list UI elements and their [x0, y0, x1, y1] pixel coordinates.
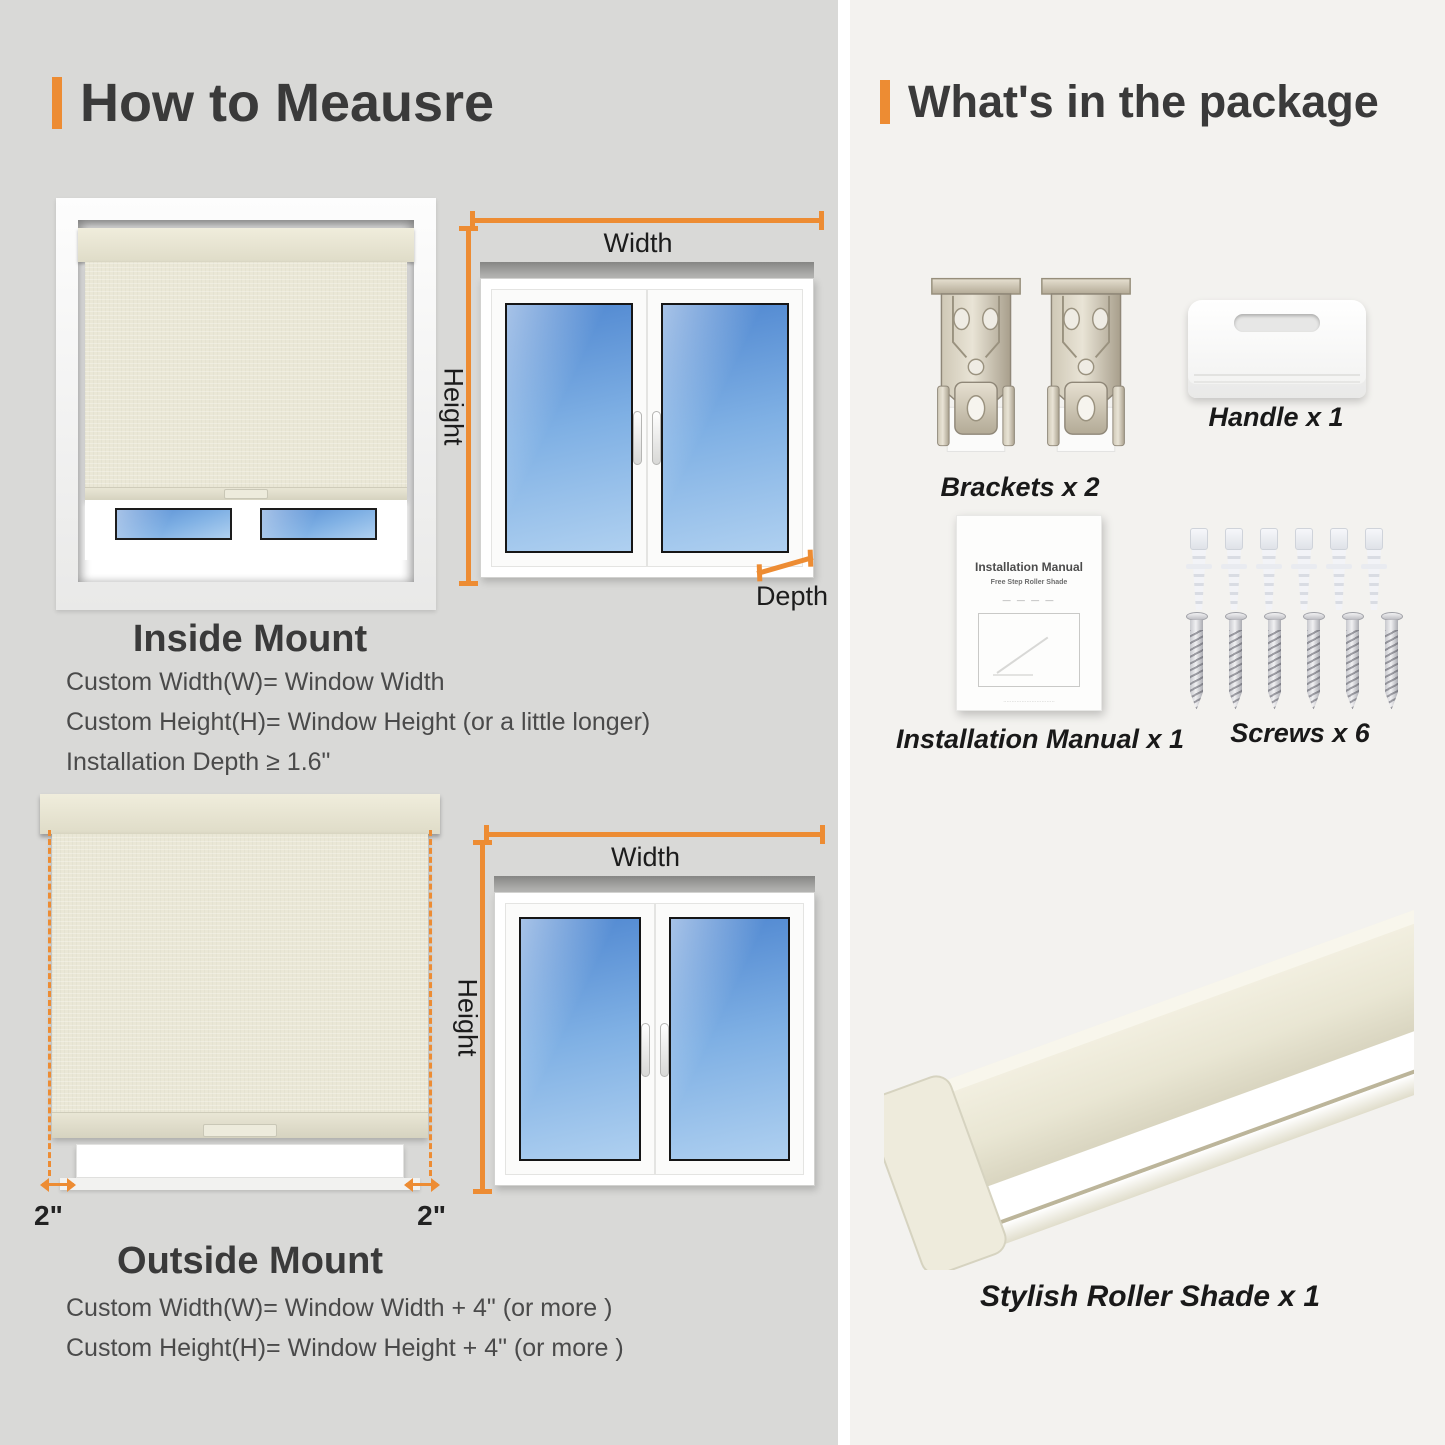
- door-handle: [660, 1023, 669, 1077]
- left-section-header: [52, 72, 494, 134]
- shade-pull-tab: [203, 1124, 277, 1137]
- width-measure-line: [484, 832, 825, 837]
- roller-shade-image: [884, 898, 1414, 1270]
- screw-icon: [1264, 612, 1286, 712]
- manual-cover-diagram: [978, 613, 1080, 687]
- wall-anchor-icon: [1258, 528, 1280, 610]
- screws-image: [1186, 612, 1403, 712]
- wall-anchor-icon: [1363, 528, 1385, 610]
- shade-bottom-rail: [85, 487, 407, 500]
- accent-bar: [52, 77, 62, 129]
- screw-icon: [1303, 612, 1325, 712]
- width-label: Width: [603, 228, 673, 258]
- door-handle: [633, 411, 642, 465]
- width-measure-line: [470, 218, 824, 223]
- screw-icon: [1381, 612, 1403, 712]
- recess-inner: [78, 220, 414, 582]
- outside-mount-measure-diagram: [452, 810, 833, 1228]
- window-sill: [76, 1144, 404, 1178]
- wall-anchor-icon: [1328, 528, 1350, 610]
- window-frame: [480, 278, 814, 578]
- inside-mount-instructions: [66, 662, 650, 782]
- instruction-line: Custom Width(W)= Window Width + 4" (or more ): [66, 1294, 613, 1322]
- glass-pane: [661, 303, 789, 553]
- window-door-left: [491, 289, 647, 567]
- overlap-dashed-line-right: [429, 830, 432, 1176]
- right-section-header: [880, 76, 1379, 128]
- manual-cover-title: Installation Manual: [974, 560, 1083, 574]
- glass-pane: [260, 508, 377, 540]
- outside-mount-shade-image: [28, 794, 452, 1236]
- glass-pane: [519, 917, 641, 1161]
- screw-icon: [1186, 612, 1208, 712]
- inside-mount-heading: Inside Mount: [132, 618, 368, 660]
- wall-anchor-icon: [1188, 528, 1210, 610]
- window-door-right: [655, 903, 805, 1175]
- screw-icon: [1342, 612, 1364, 712]
- inside-mount-shade-image: [56, 198, 436, 610]
- window-recess: [56, 198, 436, 610]
- manual-cover-subtitle: Free Step Roller Shade: [990, 579, 1068, 586]
- height-label: Height: [452, 978, 483, 1057]
- manual-cover-fineprint: ·······························: [1003, 699, 1055, 705]
- instruction-line: Custom Height(H)= Window Height (or a little longer): [66, 708, 651, 736]
- instruction-line: Custom Width(W)= Window Width: [66, 668, 445, 696]
- shade-fabric: [52, 834, 428, 1138]
- shade-cassette: [40, 794, 440, 834]
- window-door-left: [505, 903, 655, 1175]
- shade-bottom-rail: [52, 1112, 428, 1138]
- right-title: What's in the package: [908, 76, 1379, 127]
- manual-cover-dashes: — — — —: [1002, 596, 1056, 605]
- handle-label: Handle x 1: [1208, 402, 1344, 432]
- shade-pull-tab: [224, 489, 268, 499]
- accent-bar: [880, 80, 890, 124]
- bracket-icon: [928, 272, 1024, 460]
- overlap-dashed-line-left: [48, 830, 51, 1176]
- outside-mount-instructions: [66, 1288, 624, 1368]
- window-sill-edge: [60, 1178, 420, 1190]
- bracket-icon: [1038, 272, 1134, 460]
- screw-icon: [1225, 612, 1247, 712]
- wall-anchors-image: [1188, 528, 1385, 610]
- installation-manual-image: [956, 515, 1102, 711]
- left-title: How to Meausre: [80, 73, 495, 133]
- overlap-left-label: 2": [34, 1200, 63, 1231]
- instruction-line: Installation Depth ≥ 1.6": [66, 748, 331, 776]
- instruction-line: Custom Height(H)= Window Height + 4" (or more ): [66, 1334, 624, 1362]
- manual-label: Installation Manual x 1: [895, 724, 1185, 754]
- brackets-image: [928, 272, 1134, 460]
- width-label: Width: [610, 842, 681, 872]
- wall-anchor-icon: [1293, 528, 1315, 610]
- window-frame: [494, 892, 815, 1186]
- height-label: Height: [438, 367, 469, 446]
- window-panes: [85, 500, 407, 560]
- glass-pane: [505, 303, 633, 553]
- package-contents-panel: [850, 0, 1445, 1445]
- shade-cassette: [78, 228, 414, 262]
- outside-mount-heading: Outside Mount: [117, 1240, 383, 1282]
- glass-pane: [115, 508, 232, 540]
- window-door-right: [647, 289, 803, 567]
- roller-shade-label: Stylish Roller Shade x 1: [979, 1280, 1321, 1313]
- door-handle: [641, 1023, 650, 1077]
- glass-pane: [669, 917, 791, 1161]
- overlap-arrow-left: [42, 1183, 74, 1186]
- door-handle: [652, 411, 661, 465]
- overlap-right-label: 2": [417, 1200, 446, 1231]
- inside-mount-measure-diagram: [438, 196, 832, 620]
- handle-image: [1188, 300, 1366, 398]
- depth-label: Depth: [755, 581, 828, 611]
- brackets-label: Brackets x 2: [940, 472, 1100, 502]
- shade-fabric: [85, 262, 407, 500]
- wall-anchor-icon: [1223, 528, 1245, 610]
- overlap-arrow-right: [406, 1183, 438, 1186]
- screws-label: Screws x 6: [1230, 718, 1370, 748]
